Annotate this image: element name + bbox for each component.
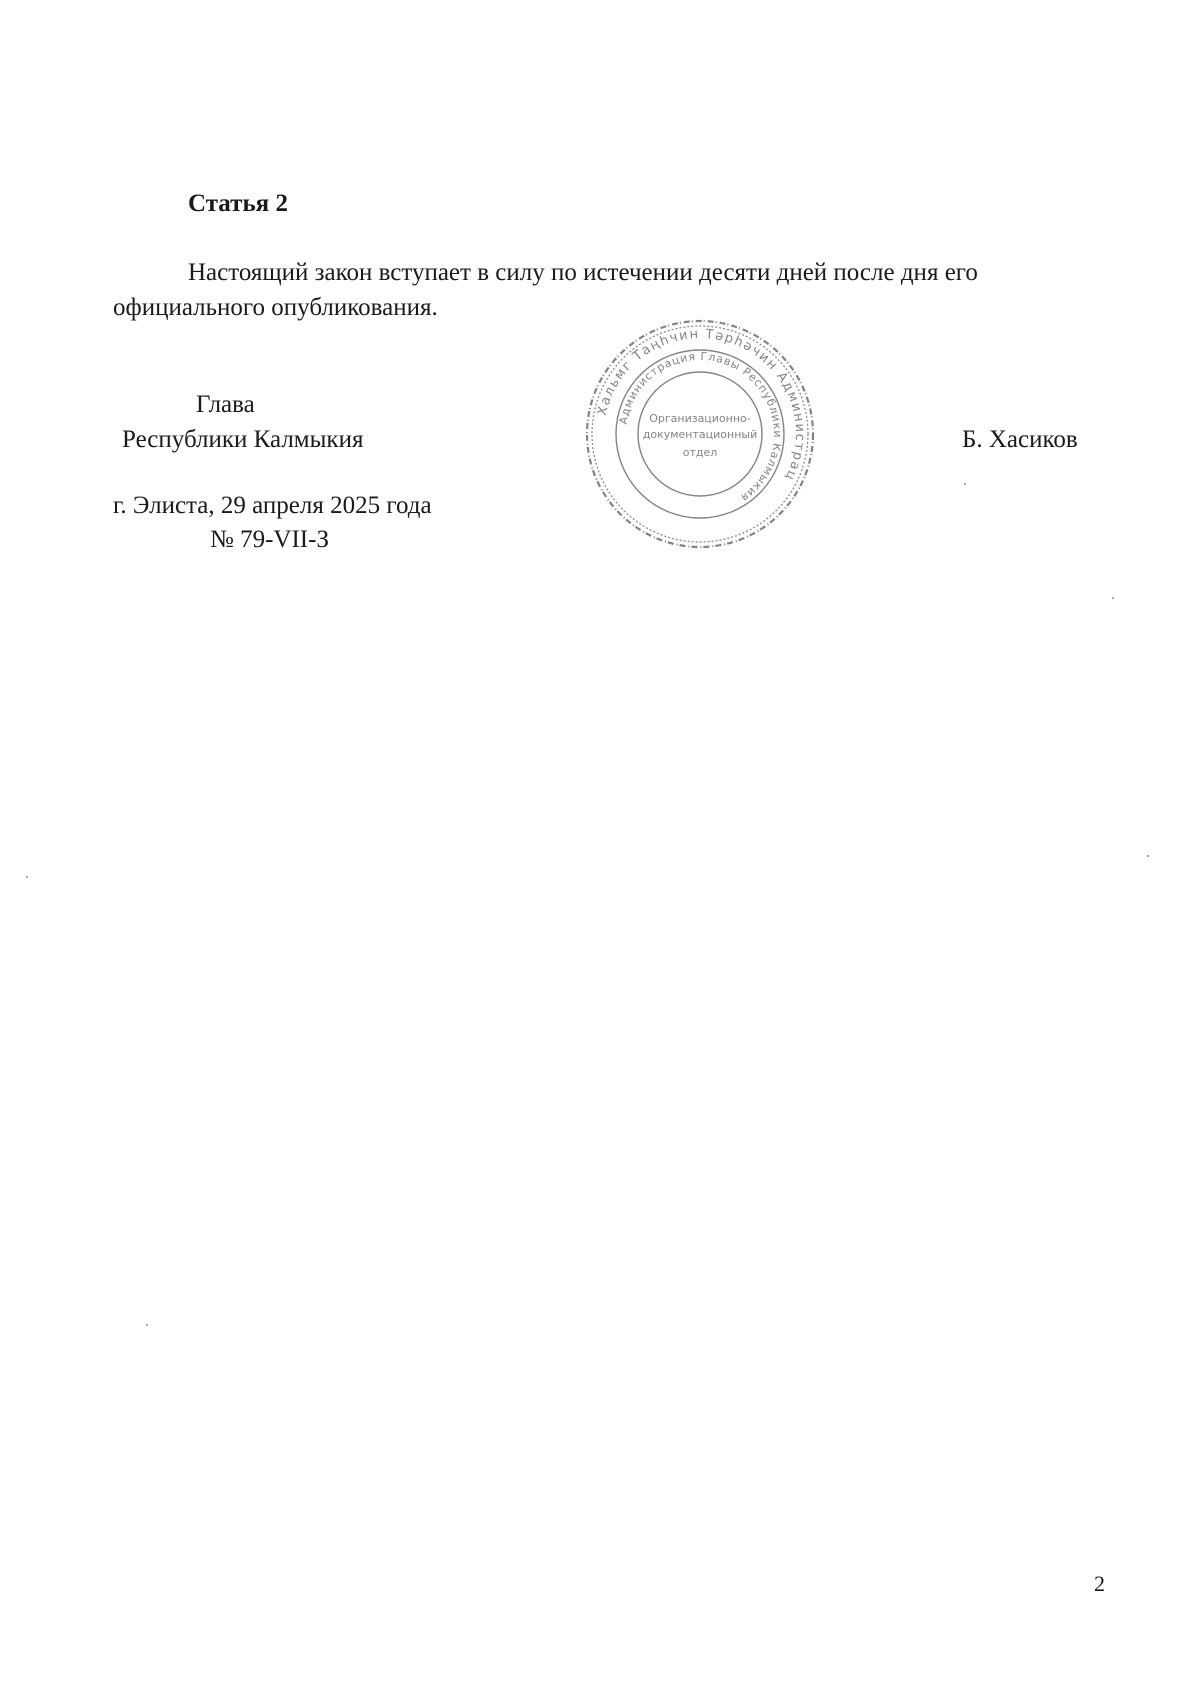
seal-outer-text: Хальмг Таңһчин Тәрһәчин Администрац xyxy=(594,326,808,484)
place-date: г. Элиста, 29 апреля 2025 года xyxy=(113,492,432,519)
scan-speck xyxy=(26,876,28,878)
body-text-line: Настоящий закон вступает в силу по истечении десяти дней после дня его xyxy=(188,259,978,286)
signatory-title: Республики Калмыкия xyxy=(122,426,364,453)
seal-center-line: документационный xyxy=(642,428,758,441)
document-number: № 79-VII-З xyxy=(210,526,329,553)
seal-center-line: отдел xyxy=(682,446,718,459)
article-heading: Статья 2 xyxy=(188,190,288,217)
seal-center-line: Организационно- xyxy=(649,412,751,425)
official-seal xyxy=(584,318,816,550)
scan-speck xyxy=(1147,855,1149,857)
page-number: 2 xyxy=(1094,1571,1105,1596)
body-text-line: официального опубликования. xyxy=(113,294,438,321)
scan-speck xyxy=(1112,597,1114,599)
seal-graphic xyxy=(584,318,816,550)
signatory-name: Б. Хасиков xyxy=(962,426,1078,453)
seal-inner-ring-text: Администрация Главы Республики Калмыкия xyxy=(616,349,785,505)
signatory-title: Глава xyxy=(196,391,255,418)
scan-speck xyxy=(964,483,966,485)
scan-speck xyxy=(146,1324,148,1326)
